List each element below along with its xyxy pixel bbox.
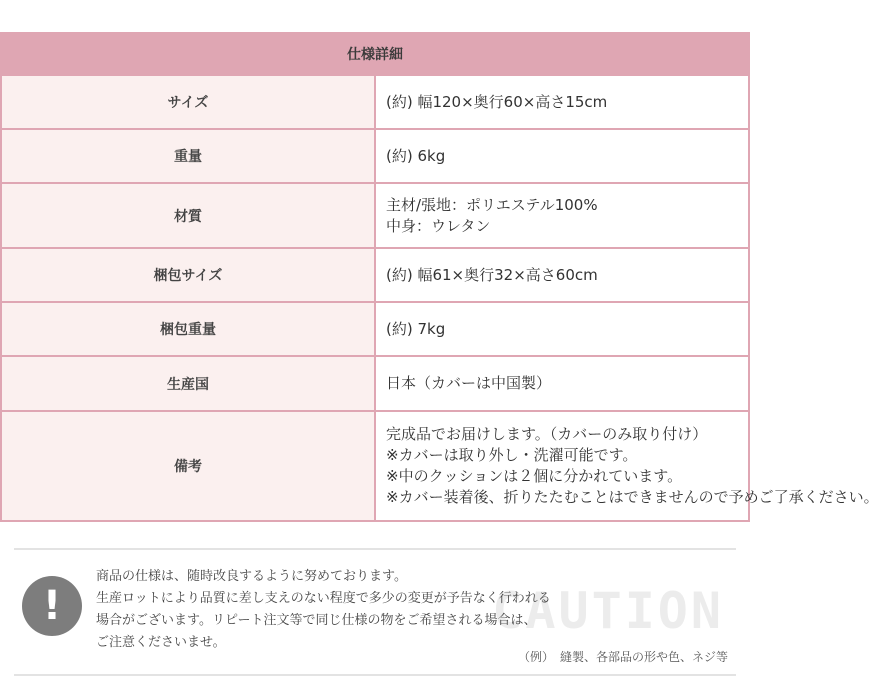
spec-title: 仕様詳細 (1, 33, 749, 75)
spec-value-line: 完成品でお届けします。（カバーのみ取り付け） (386, 425, 708, 443)
spec-label: 梱包重量 (1, 302, 375, 356)
notice-line: 生産ロットにより品質に差し支えのない程度で多少の変更が予告なく行われる (96, 591, 551, 606)
spec-value (375, 129, 749, 183)
spec-value-line: ※中のクッションは２個に分かれています。 (386, 467, 683, 485)
spec-label: 材質 (1, 183, 375, 248)
spec-label: 梱包サイズ (1, 248, 375, 302)
divider (14, 548, 736, 550)
spec-value-line: 主材/張地：ポリエステル100% (386, 195, 598, 214)
spec-value (375, 302, 749, 356)
spec-label: サイズ (1, 75, 375, 129)
spec-label: 生産国 (1, 356, 375, 411)
spec-value-line: (約) 7kg (386, 319, 446, 338)
spec-value-line: (約) 6kg (386, 146, 446, 165)
spec-row-weight (1, 129, 749, 183)
spec-row-size (1, 75, 749, 129)
spec-row-package-size (1, 248, 749, 302)
spec-value (375, 411, 879, 521)
spec-value-line: (約) 幅61×奥行32×高さ60cm (386, 265, 598, 284)
spec-row-material (1, 183, 749, 248)
notice-example: （例） 縫製、各部品の形や色、ネジ等 (517, 650, 728, 664)
spec-value (375, 248, 749, 302)
caution-watermark: CAUTION (492, 582, 724, 640)
spec-row-notes (1, 411, 749, 521)
spec-row-package-weight (1, 302, 749, 356)
spec-value-line: (約) 幅120×奥行60×高さ15cm (386, 92, 608, 111)
spec-value (375, 183, 749, 248)
spec-value-line: ※カバー装着後、折りたたむことはできませんので予めご了承ください。 (386, 488, 879, 506)
caution-notice (14, 548, 736, 676)
notice-line: 商品の仕様は、随時改良するように努めております。 (96, 569, 407, 584)
spec-label: 備考 (1, 411, 375, 521)
spec-value-line: ※カバーは取り外し・洗濯可能です。 (386, 446, 638, 464)
notice-line: ご注意くださいませ。 (96, 635, 226, 650)
spec-row-country (1, 356, 749, 411)
spec-value (375, 75, 749, 129)
spec-value (375, 356, 749, 411)
exclamation-icon: ! (22, 576, 82, 636)
divider (14, 674, 736, 676)
spec-value-line: 中身：ウレタン (386, 216, 491, 235)
notice-line: 場合がございます。リピート注文等で同じ仕様の物をご希望される場合は、 (96, 613, 537, 628)
spec-header-row (1, 33, 749, 75)
notice-text (96, 566, 551, 654)
spec-value-line: 日本（カバーは中国製） (386, 374, 552, 392)
spec-label: 重量 (1, 129, 375, 183)
spec-table (0, 32, 879, 522)
